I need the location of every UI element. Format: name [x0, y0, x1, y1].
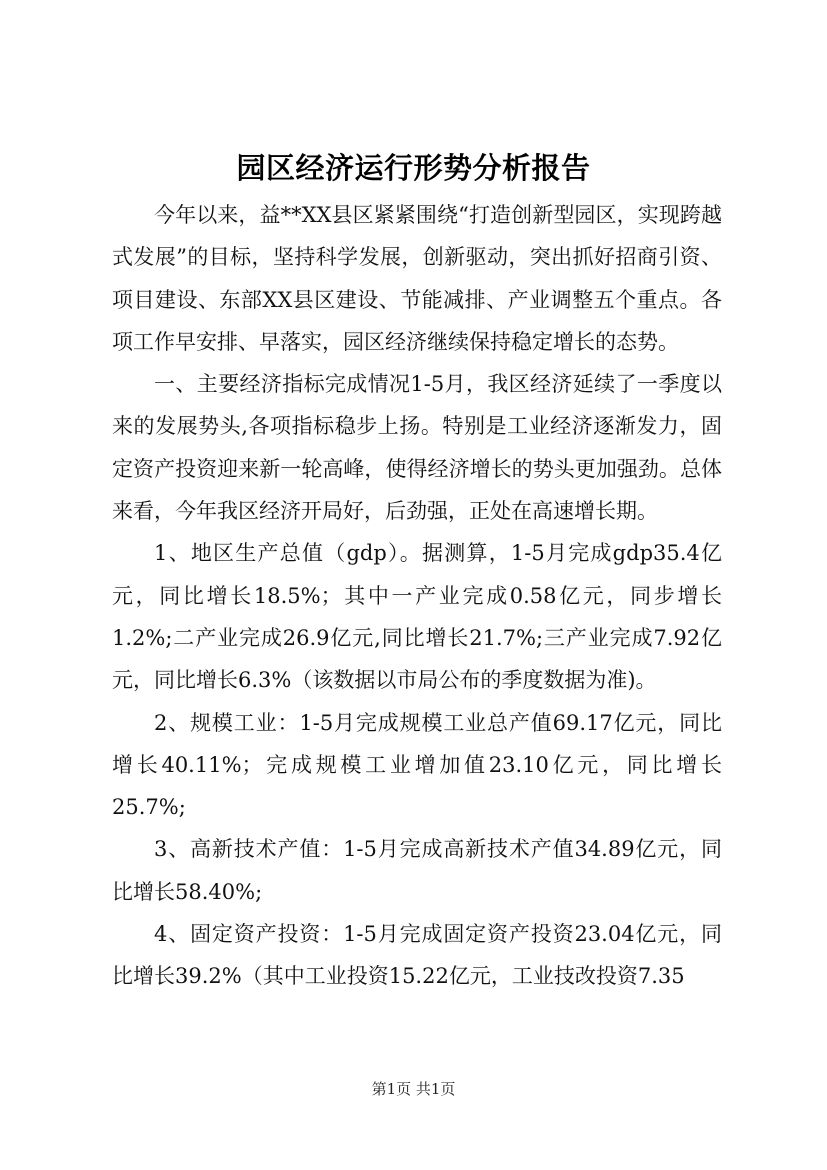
document-body — [112, 194, 722, 998]
paragraph-section-1: 一、主要经济指标完成情况1-5月，我区经济延续了一季度以来的发展势头,各项指标稳步上扬。特别是工业经济逐渐发力，固定资产投资迎来新一轮高峰，使得经济增长的势头更加强劲。总体来看，今年我区经济开局好，后劲强，正处在高速增长期。 — [112, 372, 722, 524]
paragraph-intro: 今年以来，益**XX县区紧紧围绕“打造创新型园区，实现跨越式发展”的目标，坚持科学发展，创新驱动，突出抓好招商引资、项目建设、东部XX县区建设、节能减排、产业调整五个重点。各项工作早安排、早落实，园区经济继续保持稳定增长的态势。 — [112, 203, 722, 354]
document-title: 园区经济运行形势分析报告 — [236, 151, 591, 185]
paragraph-fixed-investment: 4、固定资产投资：1-5月完成固定资产投资23.04亿元，同比增长39.2%（其中工业投资15.22亿元，工业技改投资7.35 — [112, 922, 722, 989]
paragraph-hightech: 3、高新技术产值：1-5月完成高新技术产值34.89亿元，同比增长58.40%; — [112, 837, 722, 904]
paragraph-gdp: 1、地区生产总值（gdp）。据测算，1-5月完成gdp35.4亿元，同比增长18.5%；其中一产业完成0.58亿元，同步增长1.2%;二产业完成26.9亿元,同比增长21.7%;三产业完成7.92亿元，同比增长6.3%（该数据以市局公布的季度数据为准)。 — [112, 541, 722, 693]
paragraph-industry: 2、规模工业：1-5月完成规模工业总产值69.17亿元，同比增长40.11%；完成规模工业增加值23.10亿元，同比增长25.7%; — [112, 710, 722, 820]
page-number-footer: 第1页 共1页 — [371, 1080, 456, 1098]
